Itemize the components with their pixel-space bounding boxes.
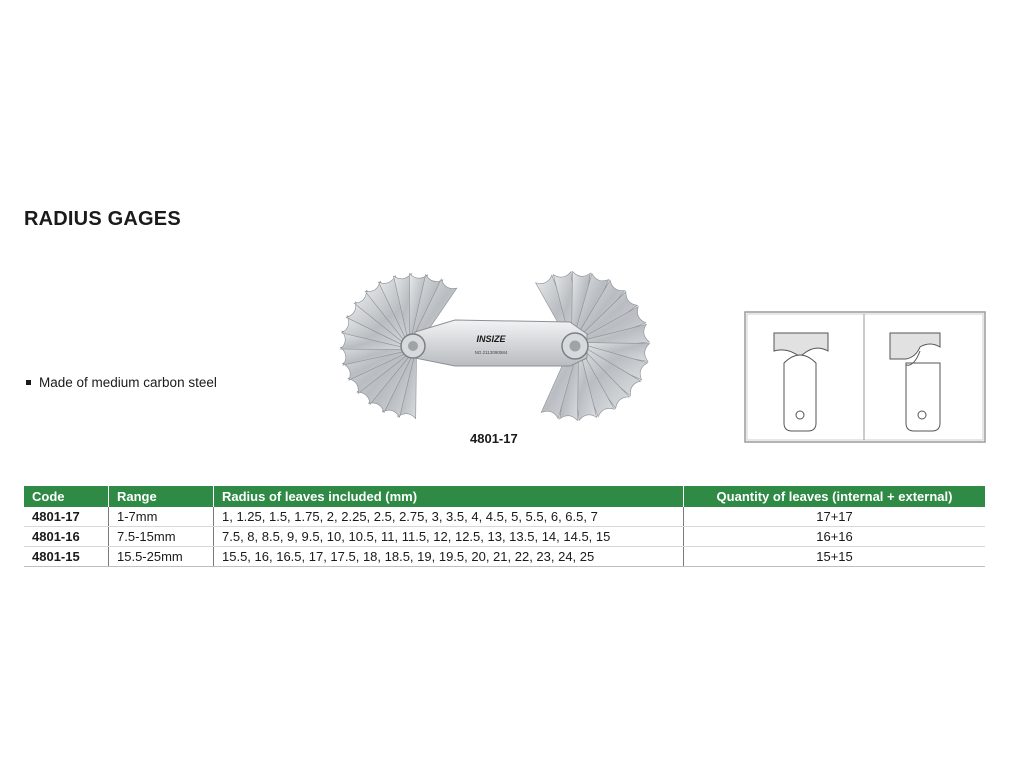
header-range: Range <box>109 486 214 507</box>
table-row <box>24 507 985 527</box>
cell-radius-leaves: 7.5, 8, 8.5, 9, 9.5, 10, 10.5, 11, 11.5, 12, 12.5, 13, 13.5, 14, 14.5, 15 <box>214 527 684 547</box>
feature-item <box>26 375 217 390</box>
cell-radius-leaves: 15.5, 16, 16.5, 17, 17.5, 18, 18.5, 19, 19.5, 20, 21, 22, 23, 24, 25 <box>214 547 684 567</box>
cell-quantity: 17+17 <box>684 507 986 527</box>
cell-code: 4801-15 <box>24 547 109 567</box>
cell-code: 4801-17 <box>24 507 109 527</box>
serial-number: NO.2113090584 <box>474 350 508 355</box>
feature-text: Made of medium carbon steel <box>39 375 217 390</box>
model-caption: 4801-17 <box>470 431 518 446</box>
table-header-row <box>24 486 985 507</box>
product-photo <box>335 262 655 422</box>
cell-range: 7.5-15mm <box>109 527 214 547</box>
brand-logo: INSIZE <box>476 334 506 344</box>
table-row <box>24 547 985 567</box>
cell-range: 1-7mm <box>109 507 214 527</box>
header-radius-leaves: Radius of leaves included (mm) <box>214 486 684 507</box>
page-title: RADIUS GAGES <box>24 208 181 230</box>
header-quantity: Quantity of leaves (internal + external) <box>684 486 986 507</box>
cell-quantity: 16+16 <box>684 527 986 547</box>
usage-diagram <box>744 311 986 443</box>
cell-code: 4801-16 <box>24 527 109 547</box>
table-row <box>24 527 985 547</box>
spec-table <box>24 486 985 567</box>
header-code: Code <box>24 486 109 507</box>
cell-range: 15.5-25mm <box>109 547 214 567</box>
cell-radius-leaves: 1, 1.25, 1.5, 1.75, 2, 2.25, 2.5, 2.75, 3, 3.5, 4, 4.5, 5, 5.5, 6, 6.5, 7 <box>214 507 684 527</box>
cell-quantity: 15+15 <box>684 547 986 567</box>
bullet-icon <box>26 380 31 385</box>
